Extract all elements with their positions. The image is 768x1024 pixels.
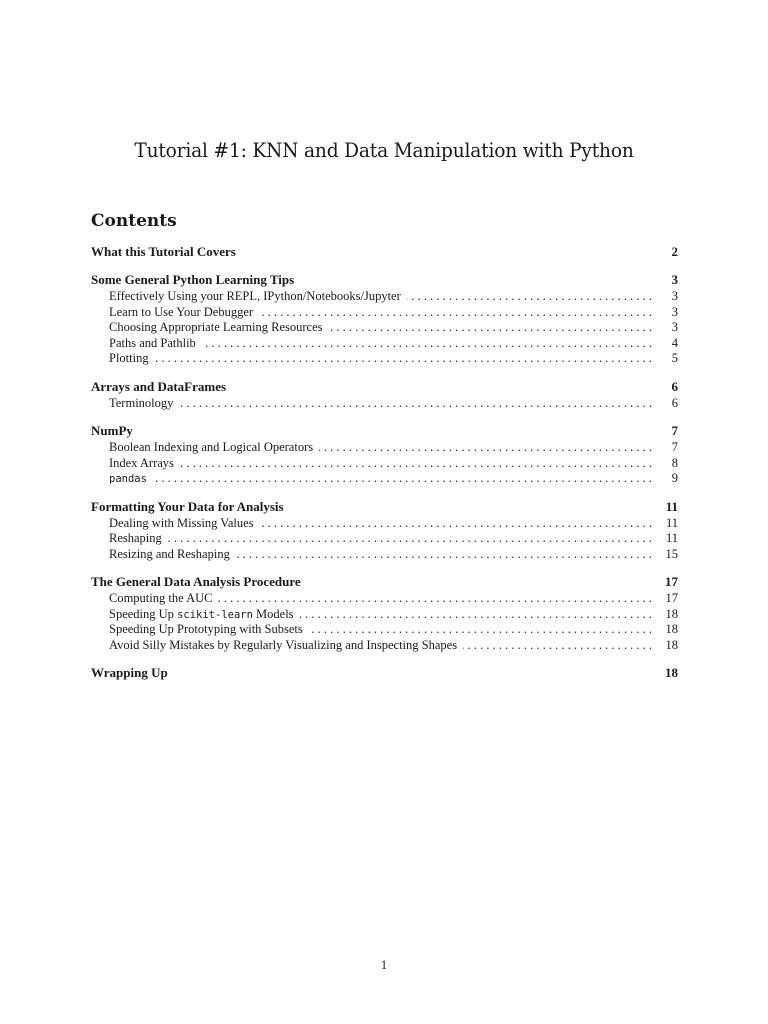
toc-subsection-title: Resizing and Reshaping <box>109 546 230 561</box>
toc-subsection-entry[interactable] <box>91 638 678 654</box>
toc-page-number: 4 <box>671 335 678 350</box>
toc-subsection-entry[interactable] <box>91 440 678 456</box>
toc-subsection-entry[interactable] <box>91 591 678 607</box>
toc-subsection-title: pandas <box>109 473 147 485</box>
dot-leader <box>179 396 652 412</box>
toc-subsection-title: Speeding Up Prototyping with Subsets <box>109 622 303 636</box>
toc-section-title: Wrapping Up <box>91 665 168 680</box>
toc-subsection-title: Reshaping <box>109 531 162 545</box>
dot-leader <box>309 622 652 638</box>
table-of-contents <box>91 244 678 693</box>
toc-section <box>91 272 678 367</box>
toc-subsection-entry[interactable] <box>91 305 678 321</box>
toc-subsection-entry[interactable] <box>91 622 678 638</box>
toc-subsection-title <box>109 607 294 624</box>
dot-leader <box>202 336 652 352</box>
toc-section-entry[interactable] <box>91 499 678 515</box>
toc-section-title: NumPy <box>91 423 133 438</box>
toc-subsection-entry[interactable] <box>91 289 678 305</box>
toc-subsection-title: Avoid Silly Mistakes by Regularly Visualizing and Inspecting Shapes <box>109 637 458 652</box>
toc-section-entry[interactable] <box>91 423 678 439</box>
toc-subsection-entry[interactable] <box>91 531 678 547</box>
toc-section <box>91 499 678 563</box>
dot-leader <box>168 531 652 547</box>
toc-subsection-entry[interactable] <box>91 471 678 487</box>
toc-subsection-title: Computing the AUC <box>109 591 213 605</box>
dot-leader <box>300 607 652 623</box>
dot-leader <box>329 320 653 336</box>
toc-section-entry[interactable] <box>91 574 678 590</box>
toc-page-number: 11 <box>665 498 678 514</box>
toc-title-text: Speeding Up <box>109 606 178 621</box>
toc-section <box>91 574 678 653</box>
dot-leader <box>260 516 652 532</box>
dot-leader <box>319 440 652 456</box>
toc-subsection-entry[interactable] <box>91 320 678 336</box>
toc-subsection-title: Paths and Pathlib <box>109 335 196 350</box>
toc-page-number: 3 <box>671 289 678 303</box>
toc-page-number: 18 <box>665 637 678 652</box>
toc-page-number: 17 <box>665 574 678 589</box>
toc-page-number: 15 <box>665 546 678 561</box>
toc-subsection-entry[interactable] <box>91 351 678 367</box>
toc-page-number: 18 <box>665 665 678 680</box>
dot-leader <box>180 456 652 472</box>
dot-leader <box>259 305 652 321</box>
toc-section-title: The General Data Analysis Procedure <box>91 574 301 589</box>
dot-leader <box>155 351 652 367</box>
toc-page-number: 3 <box>671 320 678 334</box>
toc-subsection-entry[interactable] <box>91 516 678 532</box>
toc-section <box>91 379 678 412</box>
toc-page-number: 11 <box>665 531 678 545</box>
toc-section-title: Some General Python Learning Tips <box>91 272 295 287</box>
toc-subsection-entry[interactable] <box>91 547 678 563</box>
toc-page-number: 2 <box>671 244 678 259</box>
toc-section-entry[interactable] <box>91 665 678 681</box>
toc-section <box>91 244 678 260</box>
toc-page-number: 6 <box>671 378 678 394</box>
dot-leader <box>463 638 652 654</box>
toc-section <box>91 665 678 681</box>
dot-leader <box>153 471 652 487</box>
toc-page-number: 3 <box>671 304 678 319</box>
toc-section <box>91 423 678 487</box>
dot-leader <box>236 547 652 563</box>
toc-page-number: 17 <box>665 591 678 605</box>
toc-subsection-title: Plotting <box>109 351 149 365</box>
toc-title-text: Models <box>252 606 294 621</box>
page-number: 1 <box>380 958 388 972</box>
toc-subsection-entry[interactable] <box>91 456 678 472</box>
toc-page-number: 7 <box>671 440 678 454</box>
toc-page-number: 18 <box>665 606 678 621</box>
dot-leader <box>407 289 652 305</box>
toc-page-number: 18 <box>665 622 678 636</box>
toc-subsection-title: Learn to Use Your Debugger <box>109 304 254 319</box>
toc-subsection-entry[interactable] <box>91 607 678 623</box>
toc-page-number: 11 <box>665 515 678 530</box>
toc-title-code: scikit-learn <box>177 608 253 621</box>
toc-page-number: 7 <box>671 423 678 438</box>
toc-section-title: Formatting Your Data for Analysis <box>91 498 284 514</box>
toc-page-number: 5 <box>671 351 678 365</box>
toc-section-entry[interactable] <box>91 379 678 395</box>
toc-subsection-title: Effectively Using your REPL, IPython/Notebooks/Jupyter <box>109 289 401 303</box>
toc-page-number: 9 <box>671 471 678 485</box>
toc-subsection-title: Index Arrays <box>109 455 174 470</box>
toc-subsection-title: Dealing with Missing Values <box>109 515 254 530</box>
toc-section-entry[interactable] <box>91 244 678 260</box>
toc-section-entry[interactable] <box>91 272 678 288</box>
toc-subsection-title: Choosing Appropriate Learning Resources <box>109 320 323 334</box>
toc-subsection-entry[interactable] <box>91 396 678 412</box>
toc-section-title: What this Tutorial Covers <box>91 244 236 259</box>
toc-page-number: 3 <box>671 272 678 287</box>
toc-page-number: 8 <box>671 455 678 470</box>
toc-page-number: 6 <box>671 395 678 410</box>
document-title: Tutorial #1: KNN and Data Manipulation with Python <box>134 138 634 162</box>
toc-section-title: Arrays and DataFrames <box>91 378 227 394</box>
contents-heading: Contents <box>91 211 177 231</box>
toc-subsection-title: Terminology <box>109 395 174 410</box>
dot-leader <box>218 591 652 607</box>
toc-subsection-title: Boolean Indexing and Logical Operators <box>109 440 314 454</box>
toc-subsection-entry[interactable] <box>91 336 678 352</box>
